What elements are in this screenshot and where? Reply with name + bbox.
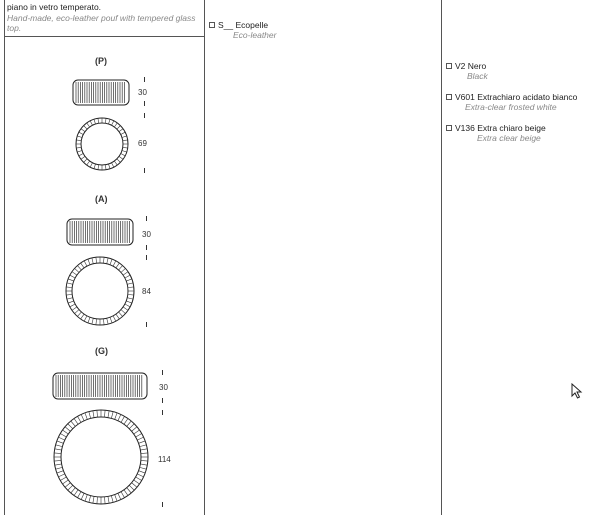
dim-tick [162,370,163,375]
pouf-top-view-a [64,255,136,327]
variant-height-p: 30 [138,88,147,97]
pouf-top-view-p [74,115,130,173]
variant-diameter-g: 114 [158,455,171,464]
column-divider-1 [204,0,205,515]
variant-label-g: (G) [95,346,108,356]
dim-tick [144,101,145,106]
option-label: V2 Nero [455,61,487,71]
variant-height-g: 30 [159,383,168,392]
product-description [7,2,203,34]
glass-option-v2[interactable] [446,61,488,81]
description-divider [4,36,205,37]
variant-label-a: (A) [95,194,108,204]
pouf-side-view-g [52,372,150,402]
checkbox-icon[interactable] [446,94,452,100]
option-label: S__ Ecopelle [218,20,269,30]
dim-tick [162,410,163,415]
checkbox-icon[interactable] [446,63,452,69]
dim-tick [144,168,145,173]
checkbox-icon[interactable] [446,125,452,131]
glass-option-v601[interactable] [446,92,577,112]
column-divider-left [4,0,5,515]
variant-diameter-a: 84 [142,287,151,296]
option-english: Eco-leather [233,30,277,40]
option-english: Extra-clear frosted white [465,102,557,112]
dim-tick [146,255,147,260]
upholstery-option-ecopelle[interactable] [209,20,276,40]
mouse-pointer-icon [571,383,583,399]
variant-diameter-p: 69 [138,139,147,148]
option-label: V601 Extrachiaro acidato bianco [455,92,578,102]
dim-tick [146,322,147,327]
dim-tick [144,113,145,118]
option-label: V136 Extra chiaro beige [455,123,546,133]
option-english: Extra clear beige [477,133,541,143]
variant-label-p: (P) [95,56,107,66]
description-english: Hand-made, eco-leather pouf with tempered glass top. [7,12,196,33]
description-italian: piano in vetro temperato. [7,2,102,12]
pouf-top-view-g [52,408,150,506]
column-divider-2 [441,0,442,515]
pouf-side-view-p [72,79,132,107]
dim-tick [144,77,145,82]
dim-tick [146,216,147,221]
pouf-side-view-a [66,218,136,248]
option-english: Black [467,71,488,81]
dim-tick [146,245,147,250]
dim-tick [162,502,163,507]
dim-tick [162,398,163,403]
variant-height-a: 30 [142,230,151,239]
checkbox-icon[interactable] [209,22,215,28]
glass-option-v136[interactable] [446,123,546,143]
